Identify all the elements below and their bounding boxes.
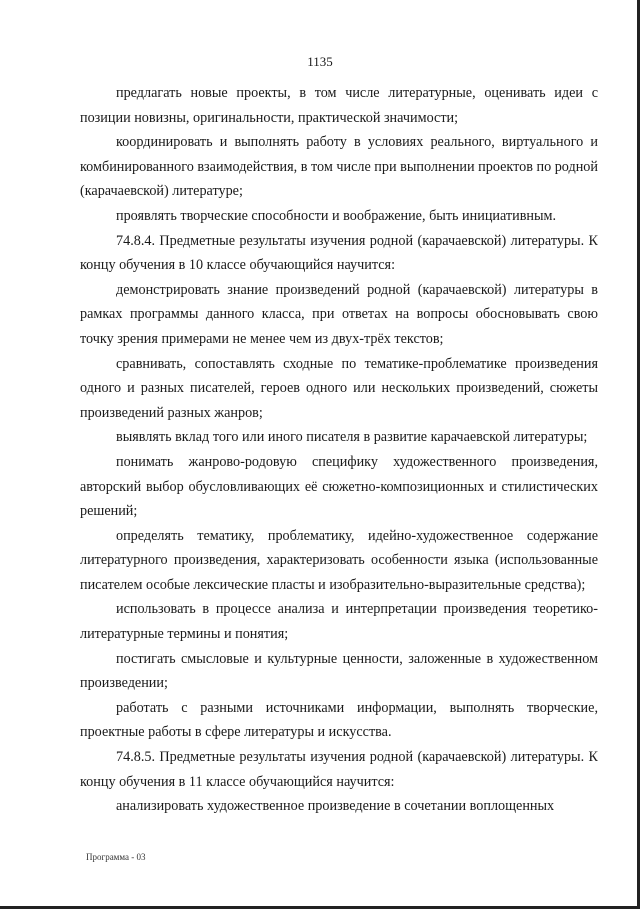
paragraph-1: предлагать новые проекты, в том числе литературные, оценивать идеи с позиции новизны, оригинальности, практической значимости; — [80, 85, 598, 126]
paragraph-7: выявлять вклад того или иного писателя в развитие карачаевской литературы; — [116, 429, 588, 446]
paragraph-2: координировать и выполнять работу в условиях реального, виртуального и комбинированного взаимодействия, в том числе при выполнении проектов по родной (карачаевской) литературе; — [80, 134, 598, 200]
paragraph-12: работать с разными источниками информации, выполнять творческие, проектные работы в сфере литературы и искусства. — [80, 699, 598, 741]
paragraph-4: 74.8.4. Предметные результаты изучения родной (карачаевской) литературы. К концу обучения в 10 классе обучающийся научится: — [80, 232, 598, 274]
paragraph-13: 74.8.5. Предметные результаты изучения родной (карачаевской) литературы. К концу обучения в 11 классе обучающийся научится: — [80, 749, 598, 790]
body-text — [80, 81, 598, 819]
paragraph-14: анализировать художественное произведение в сочетании воплощенных — [116, 798, 555, 815]
paragraph-3: проявлять творческие способности и воображение, быть инициативным. — [116, 207, 557, 224]
paragraph-9: определять тематику, проблематику, идейно-художественное содержание литературного произведения, характеризовать особенности языка (использованные писателем особые лексические пласты и изобразительно-выразительные средства); — [80, 527, 598, 593]
paragraph-8: понимать жанрово-родовую специфику художественного произведения, авторский выбор обусловливающих её сюжетно-композиционных и стилистических решений; — [80, 453, 598, 520]
page-footer: Программа - 03 — [86, 852, 146, 862]
paragraph-6: сравнивать, сопоставлять сходные по тематике-проблематике произведения одного и разных писателей, героев одного или нескольких произведений, сюжеты произведений разных жанров; — [80, 355, 598, 421]
paragraph-10: использовать в процессе анализа и интерпретации произведения теоретико-литературные термины и понятия; — [80, 601, 598, 643]
page-number: 1135 — [307, 54, 333, 69]
paragraph-11: постигать смысловые и культурные ценности, заложенные в художественном произведении; — [80, 650, 598, 692]
paragraph-5: демонстрировать знание произведений родной (карачаевской) литературы в рамках программы данного класса, при ответах на вопросы обосновывать свою точку зрения примерами не менее чем из двух-трёх текстов; — [80, 281, 598, 347]
